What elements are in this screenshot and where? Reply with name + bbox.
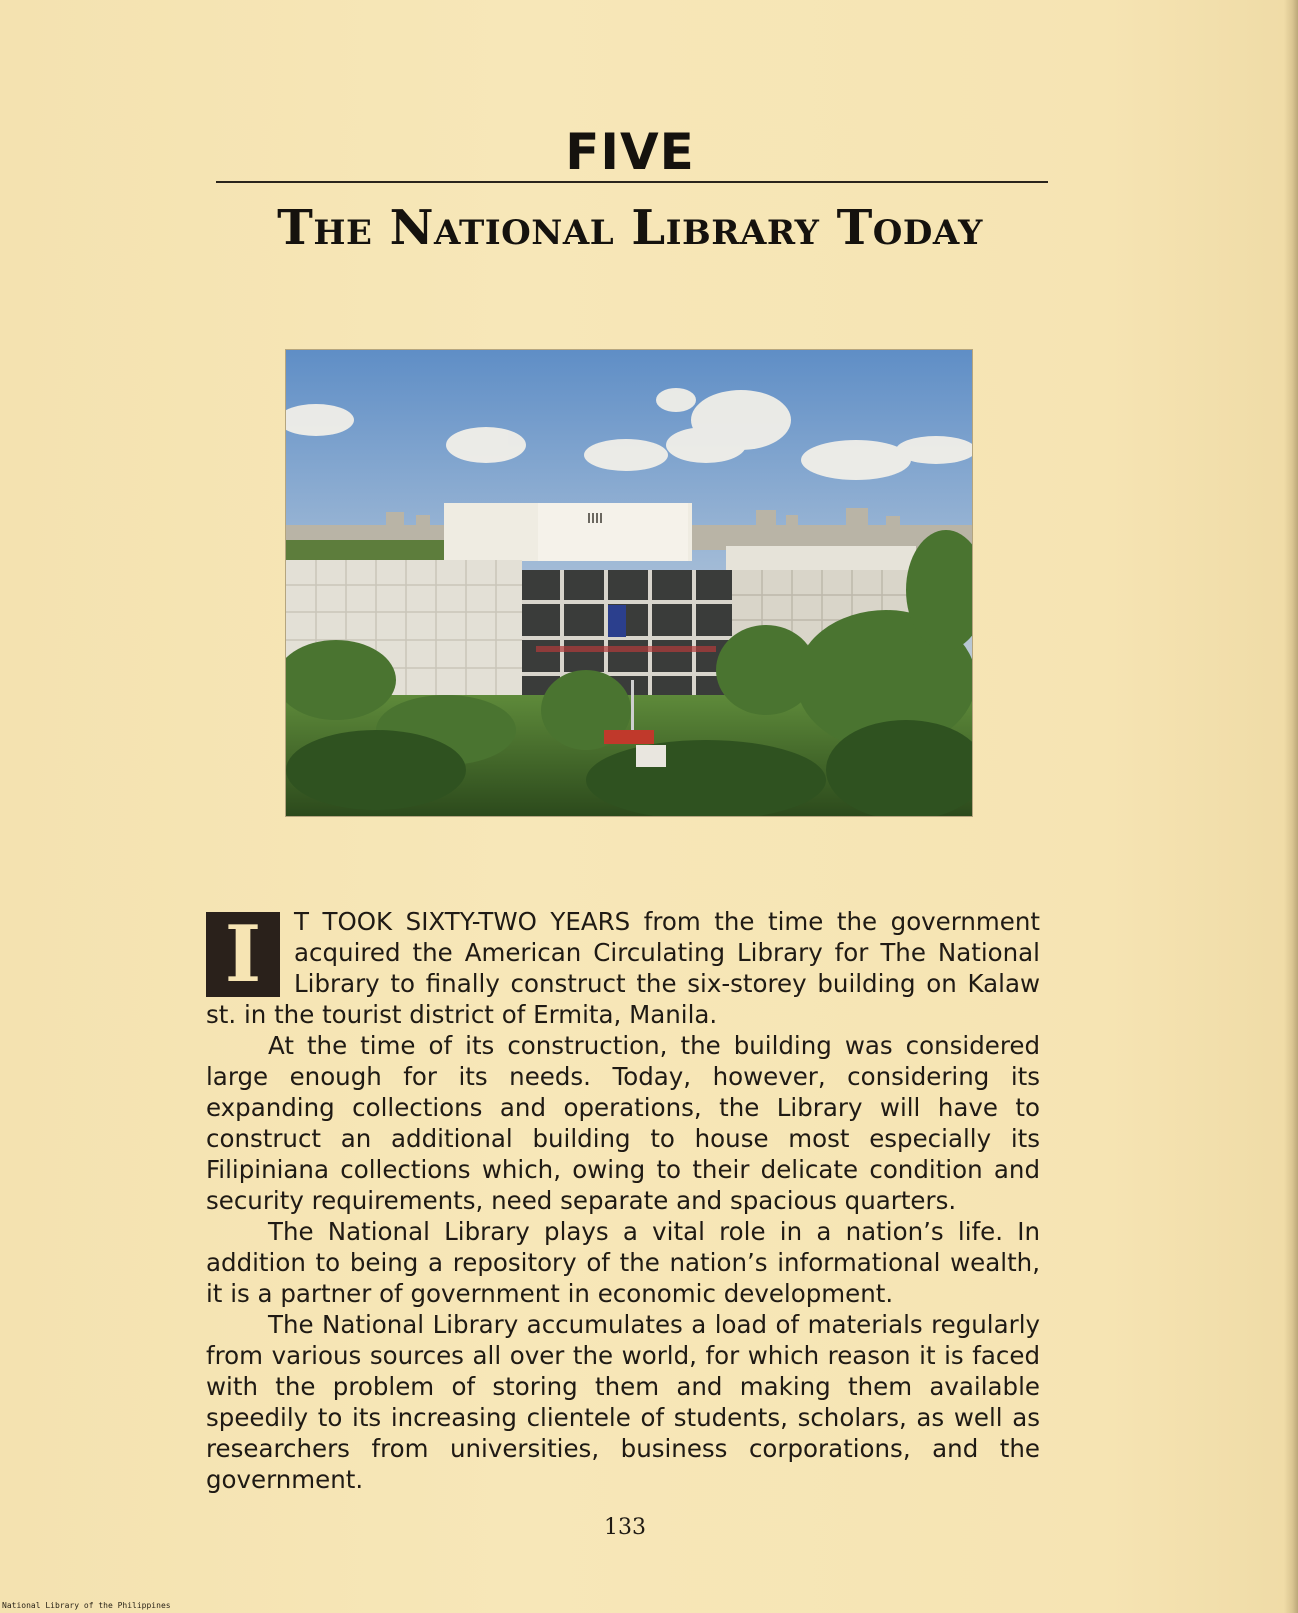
title-rule [216,181,1048,183]
paragraph-3: The National Library plays a vital role in a nation’s life. In addition to being a repository of the nation’s informational wealth, it is a partner of government in economic development. [206,1217,1040,1308]
paragraph-text: T TOOK SIXTY-TWO YEARS from the time the government acquired the American Circulating Library for The National Library to finally construct the six-storey building on Kalaw st. in the tourist district of Ermita, Manila. [206,907,1040,1029]
paragraph-1 [206,906,1040,1030]
paragraph-4: The National Library accumulates a load of materials regularly from various sources all over the world, for which reason it is faced with the problem of storing them and making them available speedily to its increasing clientele of students, scholars, as well as researchers from universities, business corporations, and the government. [206,1310,1040,1494]
building-photo-icon [286,350,972,816]
chapter-title: The National Library Today [277,200,983,256]
article-body [206,906,1040,1495]
chapter-number: FIVE [565,123,695,181]
paragraph-2: At the time of its construction, the building was considered large enough for its needs. Today, however, considering its expanding collections and operations, the Library will have to construct an additional building to house most especially its Filipiniana collections which, owing to their delicate condition and security requirements, need separate and spacious quarters. [206,1031,1040,1215]
scan-credit: National Library of the Philippines [2,1601,171,1610]
page-number: 133 [604,1515,646,1540]
drop-cap-letter: I [206,912,280,997]
page-edge-shadow [1284,0,1298,1613]
